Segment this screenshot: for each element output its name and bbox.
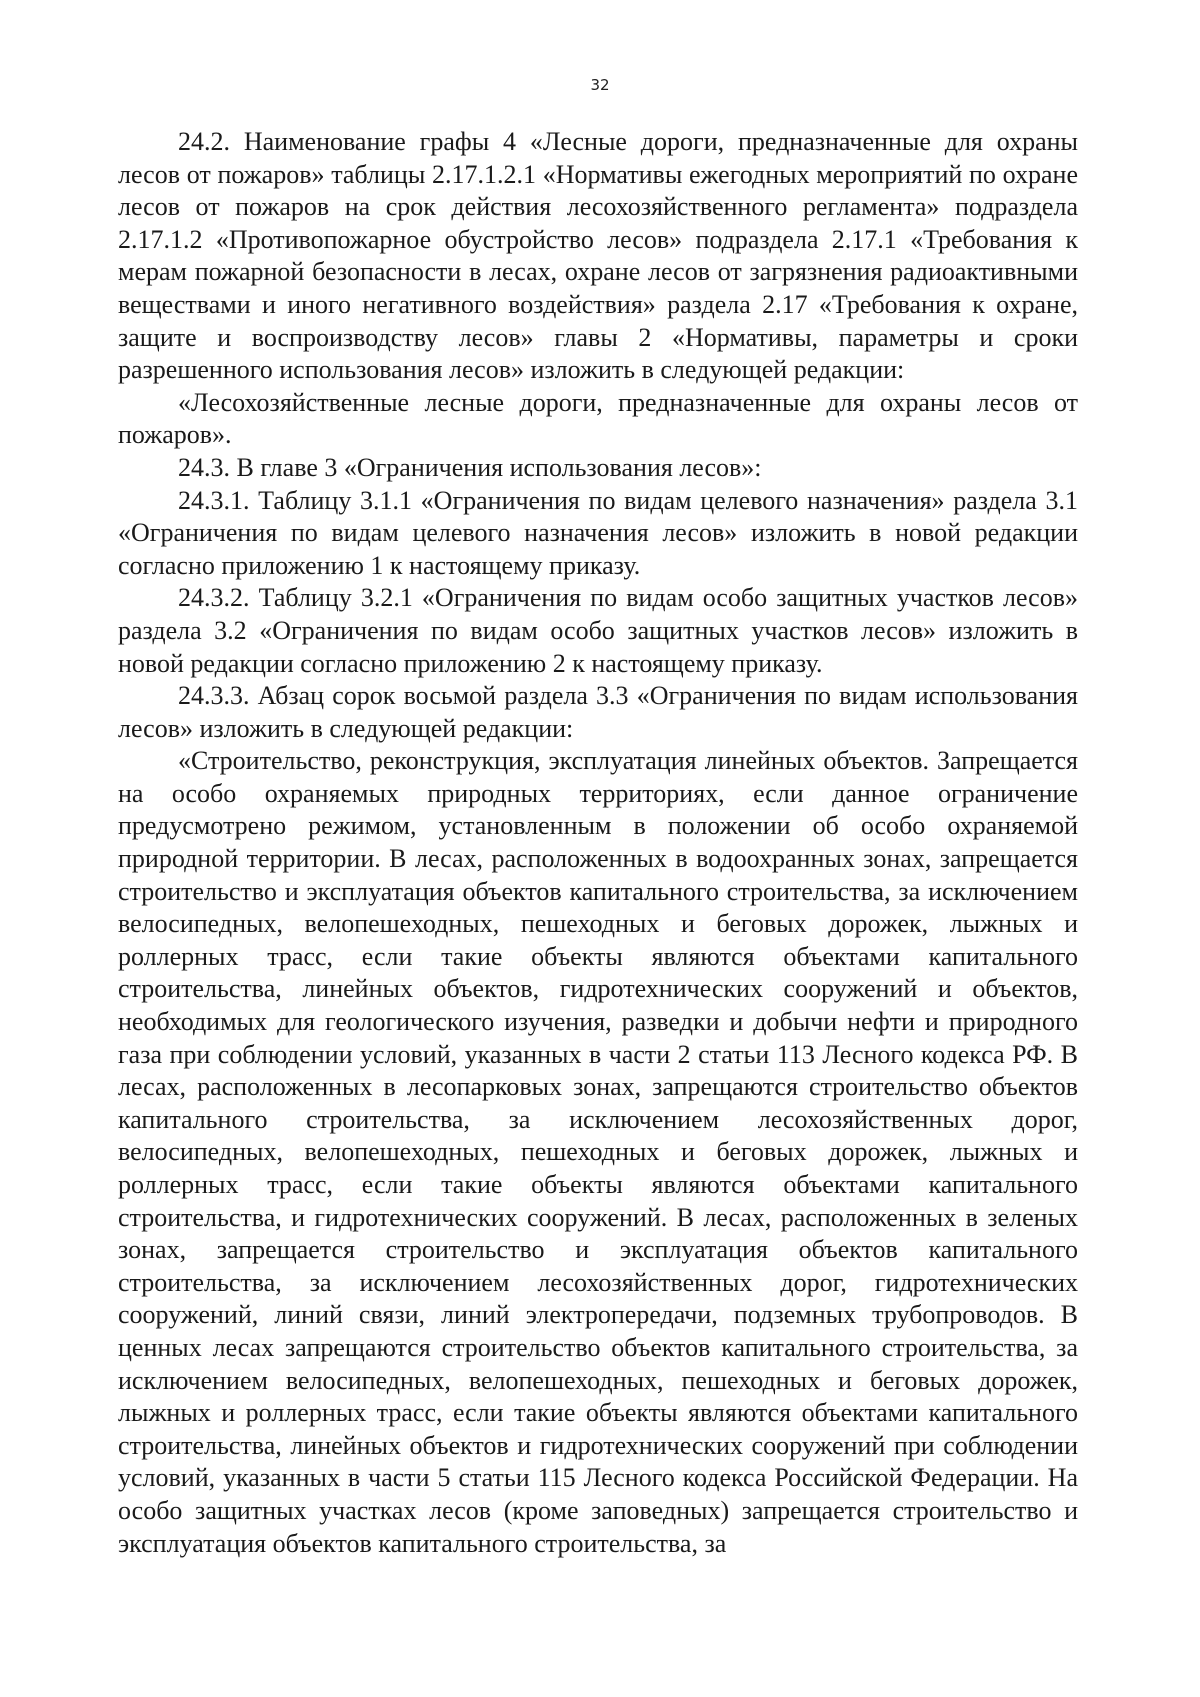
paragraph-24-3-1: 24.3.1. Таблицу 3.1.1 «Ограничения по видам целевого назначения» раздела 3.1 «Ограничения по видам целевого назначения лесов» изложить в новой редакции согласно приложению 1 к настоящему приказу. [118, 485, 1078, 580]
paragraph-24-3-3: 24.3.3. Абзац сорок восьмой раздела 3.3 «Ограничения по видам использования лесов» изложить в следующей редакции: [118, 681, 1078, 743]
page-number: 32 [590, 76, 610, 94]
paragraph-24-3-2: 24.3.2. Таблицу 3.2.1 «Ограничения по видам особо защитных участков лесов» раздела 3.2 «Ограничения по видам особо защитных участков лесов» изложить в новой редакции согласно приложению 2 к настоящему приказу. [118, 583, 1078, 678]
paragraph-quote-forest-roads: «Лесохозяйственные лесные дороги, предназначенные для охраны лесов от пожаров». [118, 387, 1078, 450]
document-body [118, 126, 1078, 1560]
paragraph-24-2: 24.2. Наименование графы 4 «Лесные дороги, предназначенные для охраны лесов от пожаров» таблицы 2.17.1.2.1 «Нормативы ежегодных мероприятий по охране лесов от пожаров на срок действия лесохозяйственного регламента» подраздела 2.17.1.2 «Противопожарное обустройство лесов» подраздела 2.17.1 «Требования к мерам пожарной безопасности в лесах, охране лесов от загрязнения радиоактивными веществами и иного негативного воздействия» раздела 2.17 «Требования к охране, защите и воспроизводству лесов» главы 2 «Нормативы, параметры и сроки разрешенного использования лесов» изложить в следующей редакции: [118, 127, 1078, 385]
paragraph-24-3: 24.3. В главе 3 «Ограничения использования лесов»: [178, 452, 762, 482]
paragraph-quote-construction: «Строительство, реконструкция, эксплуатация линейных объектов. Запрещается на особо охраняемых природных территориях, если данное ограничение предусмотрено режимом, установленным в положении об особо охраняемой природной территории. В лесах, расположенных в водоохранных зонах, запрещается строительство и эксплуатация объектов капитального строительства, за исключением велосипедных, велопешеходных, пешеходных и беговых дорожек, лыжных и роллерных трасс, если такие объекты являются объектами капитального строительства, линейных объектов, гидротехнических сооружений и объектов, необходимых для геологического изучения, разведки и добычи нефти и природного газа при соблюдении условий, указанных в части 2 статьи 113 Лесного кодекса РФ. В лесах, расположенных в лесопарковых зонах, запрещаются строительство объектов капитального строительства, за исключением лесохозяйственных дорог, велосипедных, велопешеходных, пешеходных и беговых дорожек, лыжных и роллерных трасс, если такие объекты являются объектами капитального строительства, и гидротехнических сооружений. В лесах, расположенных в зеленых зонах, запрещается строительство и эксплуатация объектов капитального строительства, за исключением лесохозяйственных дорог, гидротехнических сооружений, линий связи, линий электропередачи, подземных трубопроводов. В ценных лесах запрещаются строительство объектов капитального строительства, за исключением велосипедных, велопешеходных, пешеходных и беговых дорожек, лыжных и роллерных трасс, если такие объекты являются объектами капитального строительства, линейных объектов и гидротехнических сооружений при соблюдении условий, указанных в части 5 статьи 115 Лесного кодекса Российской Федерации. На особо защитных участках лесов (кроме заповедных) запрещается строительство и эксплуатация объектов капитального строительства, за [118, 746, 1078, 1558]
